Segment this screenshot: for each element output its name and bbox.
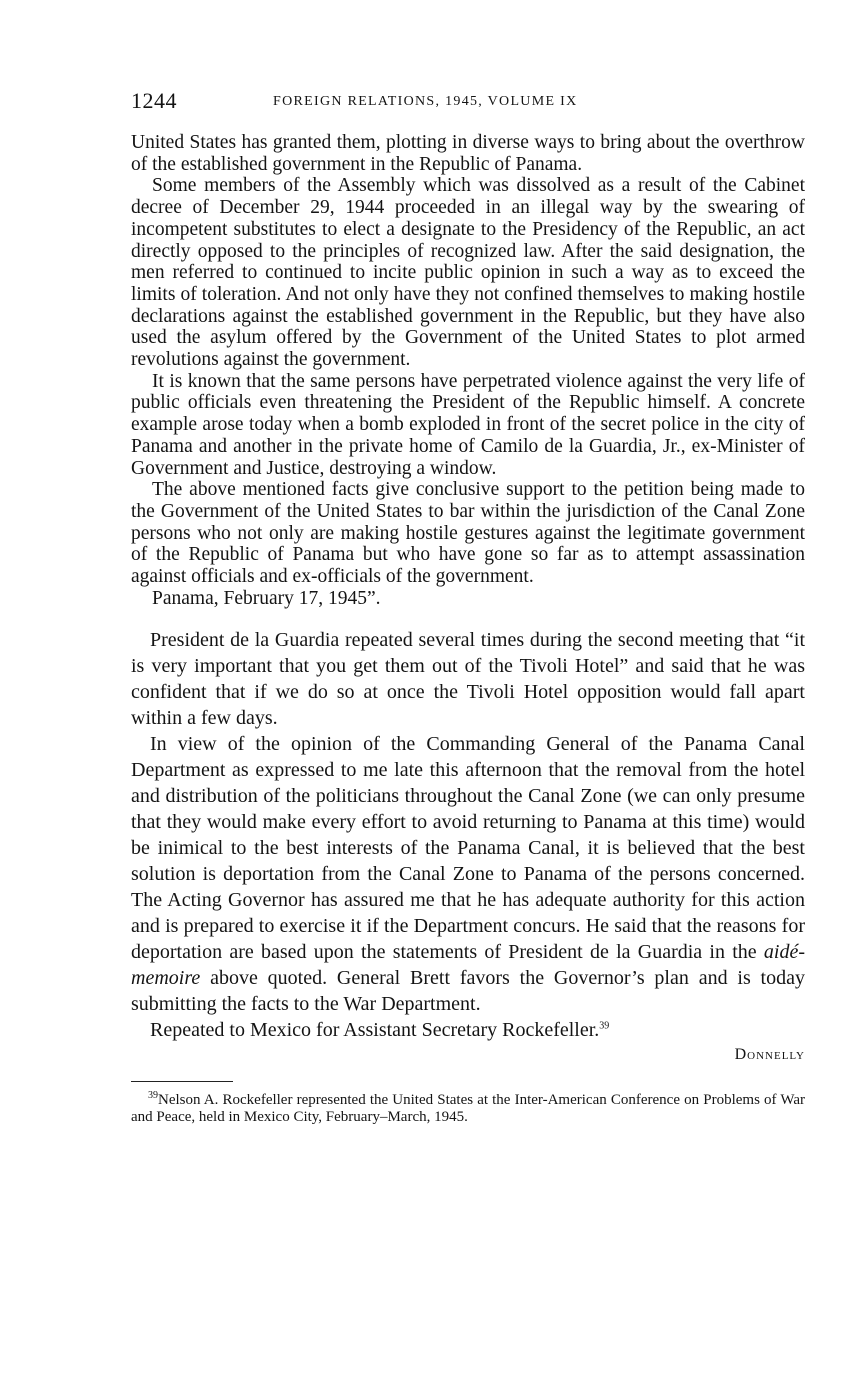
body-paragraph-3-text: Repeated to Mexico for Assistant Secretary Rockefeller. <box>150 1019 600 1042</box>
body-paragraph-2 <box>131 731 805 1017</box>
running-head: FOREIGN RELATIONS, 1945, VOLUME IX <box>273 94 578 109</box>
quoted-aide-memoire <box>131 132 805 609</box>
body-paragraph-3 <box>131 1017 805 1043</box>
footnote <box>131 1092 805 1126</box>
quote-dateline: Panama, February 17, 1945”. <box>152 587 381 609</box>
document-page <box>131 88 805 1126</box>
signature: Donnelly <box>734 1046 805 1064</box>
body-paragraph-1: President de la Guardia repeated several times during the second meeting that “it is very important that you get them out of the Tivoli Hotel” and said that he was confident that if we do so at once the Tivoli Hotel opposition would fall apart within a few days. <box>131 629 805 730</box>
quote-paragraph-2: Some members of the Assembly which was dissolved as a result of the Cabinet decree of December 29, 1944 proceeded in an illegal way by the swearing of incompetent substitutes to elect a designate to the Presidency of the Republic, an act directly opposed to the principles of recognized law. After the said designation, the men referred to continued to incite public opinion in such a way as to exceed the limits of toleration. And not only have they not confined themselves to making hostile declarations against the established government in the Republic, but they have also used the asylum offered by the Government of the United States to plot armed revolutions against the government. <box>131 175 805 371</box>
footnote-marker: 39 <box>148 1090 158 1102</box>
quote-paragraph-4: The above mentioned facts give conclusive support to the petition being made to the Government of the United States to bar within the jurisdiction of the Canal Zone persons who not only are making hostile gestures against the legitimate government of the Republic of Panama but who have gone so far as to attempt assassination against officials and ex-officials of the government. <box>131 479 805 588</box>
footnote-reference[interactable]: 39 <box>599 1020 610 1032</box>
footnote-text: Nelson A. Rockefeller represented the United States at the Inter-American Conference on Problems of War and Peace, held in Mexico City, February–March, 1945. <box>131 1092 805 1126</box>
page-number: 1244 <box>131 88 177 113</box>
quote-paragraph-1: United States has granted them, plotting in diverse ways to bring about the overthrow of the established government in the Republic of Panama. <box>131 132 805 175</box>
footnote-divider <box>131 1081 233 1082</box>
body-paragraph-2-part-1: In view of the opinion of the Commanding General of the Panama Canal Department as expressed to me late this afternoon that the removal from the hotel and distribution of the politicians throughout the Canal Zone (we can only presume that they would make every effort to avoid returning to Panama at this time) would be inimical to the best interests of the Panama Canal, it is believed that the best solution is deportation from the Canal Zone to Panama of the persons concerned. The Acting Governor has assured me that he has adequate authority for this action and is prepared to exercise it if the Department concurs. He said that the reasons for deportation are based upon the statements of President de la Guardia in the <box>131 733 805 964</box>
page-header <box>131 88 805 118</box>
body-text <box>131 627 805 1067</box>
aide-memoire-term: aidé-memoire <box>131 941 805 990</box>
body-paragraph-2-part-2: above quoted. General Brett favors the Governor’s plan and is today submitting the facts to the War Department. <box>131 967 805 1016</box>
quote-paragraph-3: It is known that the same persons have perpetrated violence against the very life of public officials even threatening the President of the Republic himself. A concrete example arose today when a bomb exploded in front of the secret police in the city of Panama and another in the private home of Camilo de la Guardia, Jr., ex-Minister of Government and Justice, destroying a window. <box>131 370 805 479</box>
